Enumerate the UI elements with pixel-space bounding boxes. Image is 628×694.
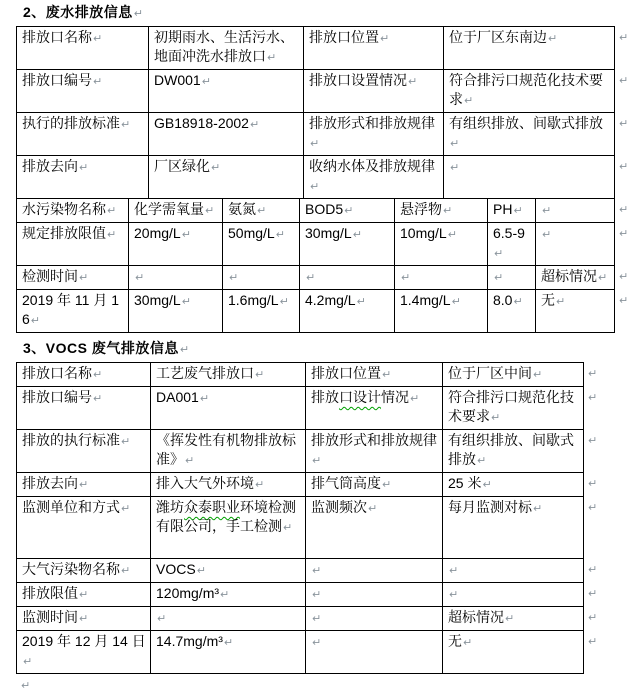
pilcrow-mark: ↵ — [408, 76, 418, 88]
value-cell — [17, 631, 151, 674]
pilcrow-mark: ↵ — [450, 138, 460, 150]
value-cell — [149, 113, 304, 156]
row-destination — [17, 156, 615, 199]
label-cell — [17, 223, 129, 266]
pilcrow-mark: ↵ — [133, 8, 144, 20]
cell-text: 超标情况 — [541, 268, 597, 284]
pilcrow-mark: ↵ — [79, 589, 89, 601]
pilcrow-mark: ↵ — [619, 204, 628, 216]
cell-text: 4.2mg/L — [305, 292, 356, 308]
pilcrow-mark: ↵ — [121, 119, 131, 131]
row-monitor-result — [17, 290, 615, 333]
pilcrow-mark: ↵ — [220, 589, 230, 601]
pilcrow-mark: ↵ — [352, 229, 362, 241]
pilcrow-mark: ↵ — [494, 272, 504, 284]
value-cell — [443, 387, 598, 430]
pilcrow-mark: ↵ — [619, 271, 628, 283]
section-heading-text: 3、VOCS 废气排放信息 — [23, 340, 179, 356]
pilcrow-mark: ↵ — [463, 637, 473, 649]
cell-text: GB18918-2002 — [154, 115, 249, 131]
cell-text: 规定排放限值 — [22, 225, 106, 241]
cell-text: 符合排污口规范化技术要求 — [449, 72, 603, 107]
pilcrow-mark: ↵ — [283, 522, 293, 534]
wastewater-main-table — [16, 26, 628, 199]
section-heading-text: 2、废水排放信息 — [23, 4, 133, 20]
label-cell — [443, 607, 598, 631]
value-cell — [443, 363, 598, 387]
label-cell — [17, 156, 149, 199]
cell-text: 50mg/L — [228, 225, 275, 241]
cell-text: 排放去向 — [22, 158, 78, 174]
pilcrow-mark: ↵ — [513, 296, 523, 308]
pilcrow-mark: ↵ — [494, 248, 504, 260]
pilcrow-mark: ↵ — [312, 613, 322, 625]
pilcrow-mark: ↵ — [93, 76, 103, 88]
cell-text: 排气筒高度 — [311, 475, 381, 491]
label-cell — [17, 266, 129, 290]
pilcrow-mark: ↵ — [199, 393, 210, 405]
pilcrow-mark: ↵ — [135, 272, 145, 284]
label-cell — [536, 266, 628, 290]
pilcrow-mark: ↵ — [267, 52, 277, 64]
value-cell — [444, 27, 628, 70]
pilcrow-mark: ↵ — [542, 205, 552, 217]
cell-text: 排放形式和排放规律 — [309, 115, 435, 131]
empty-cell — [443, 583, 598, 607]
pilcrow-mark: ↵ — [533, 369, 543, 381]
pilcrow-mark: ↵ — [23, 656, 33, 668]
row-destination — [17, 473, 584, 497]
pilcrow-mark: ↵ — [249, 119, 260, 131]
row-monitor-time — [17, 266, 615, 290]
pilcrow-mark: ↵ — [542, 229, 552, 241]
label-cell — [17, 387, 151, 430]
pilcrow-mark: ↵ — [312, 455, 322, 467]
pilcrow-mark: ↵ — [382, 479, 392, 491]
pilcrow-mark: ↵ — [79, 613, 89, 625]
pilcrow-mark: ↵ — [121, 503, 131, 515]
pilcrow-mark: ↵ — [382, 369, 392, 381]
cell-text: 无 — [541, 292, 555, 308]
cell-text: 1.6mg/L — [228, 292, 279, 308]
value-cell — [151, 559, 306, 583]
cell-text: 120mg/m³ — [156, 585, 220, 601]
pilcrow-mark: ↵ — [185, 455, 195, 467]
label-cell — [17, 70, 149, 113]
pilcrow-mark: ↵ — [464, 95, 474, 107]
value-cell — [151, 583, 306, 607]
pilcrow-mark: ↵ — [93, 33, 103, 45]
cell-text: 监测频次 — [311, 499, 367, 515]
pilcrow-mark: ↵ — [211, 162, 221, 174]
empty-cell — [306, 559, 443, 583]
cell-text: 25 米 — [448, 475, 482, 491]
cell-text: 10mg/L — [400, 225, 447, 241]
value-cell — [151, 497, 306, 559]
empty-cell — [395, 266, 488, 290]
cell-text: 30mg/L — [134, 292, 181, 308]
pilcrow-mark: ↵ — [451, 296, 461, 308]
pilcrow-mark: ↵ — [491, 412, 501, 424]
pilcrow-mark: ↵ — [588, 636, 598, 648]
pilcrow-mark: ↵ — [93, 369, 103, 381]
cell-text: 潍坊 — [156, 499, 184, 515]
pilcrow-mark: ↵ — [505, 613, 515, 625]
pilcrow-mark: ↵ — [619, 118, 628, 130]
cell-text-spellchecked: 众泰职业 — [184, 499, 240, 515]
cell-text: 监测时间 — [22, 609, 78, 625]
empty-cell — [444, 156, 628, 199]
pilcrow-mark: ↵ — [477, 455, 487, 467]
pilcrow-mark: ↵ — [619, 295, 628, 307]
cell-text: 化学需氧量 — [134, 201, 204, 217]
pilcrow-mark: ↵ — [279, 296, 289, 308]
cell-text: 排放口位置 — [311, 365, 381, 381]
value-cell — [395, 223, 488, 266]
label-cell — [17, 607, 151, 631]
pilcrow-mark: ↵ — [157, 613, 167, 625]
section-heading-wastewater — [23, 3, 627, 23]
pilcrow-mark: ↵ — [229, 272, 239, 284]
empty-cell — [223, 266, 300, 290]
value-cell — [223, 290, 300, 333]
pilcrow-mark: ↵ — [588, 435, 598, 447]
pilcrow-mark: ↵ — [588, 502, 598, 514]
cell-text: 初期雨水、生活污水、地面冲洗水排放口 — [154, 29, 294, 64]
label-cell — [304, 27, 444, 70]
pilcrow-mark: ↵ — [93, 393, 103, 405]
pilcrow-mark: ↵ — [401, 272, 411, 284]
row-standard — [17, 430, 584, 473]
value-cell — [129, 223, 223, 266]
label-cell — [17, 113, 149, 156]
pilcrow-mark: ↵ — [619, 228, 628, 240]
value-cell — [151, 430, 306, 473]
cell-text: 排入大气外环境 — [156, 475, 254, 491]
empty-cell — [536, 199, 628, 223]
row-limit — [17, 223, 615, 266]
cell-text: 超标情况 — [448, 609, 504, 625]
pilcrow-mark: ↵ — [257, 205, 267, 217]
row-standard — [17, 113, 615, 156]
pilcrow-mark: ↵ — [513, 205, 523, 217]
pilcrow-mark: ↵ — [588, 392, 598, 404]
empty-cell — [151, 607, 306, 631]
pilcrow-mark: ↵ — [223, 637, 234, 649]
cell-text: 30mg/L — [305, 225, 352, 241]
pilcrow-mark: ↵ — [380, 33, 390, 45]
pilcrow-mark: ↵ — [107, 205, 117, 217]
pilcrow-mark: ↵ — [275, 229, 285, 241]
empty-cell — [129, 266, 223, 290]
empty-cell — [488, 266, 536, 290]
pilcrow-mark: ↵ — [588, 368, 598, 380]
cell-text: 《挥发性有机物排放标准》 — [156, 432, 296, 467]
cell-text: 情况 — [381, 389, 409, 405]
pilcrow-mark: ↵ — [356, 296, 366, 308]
empty-cell — [306, 583, 443, 607]
cell-text: 排放的执行标准 — [22, 432, 120, 448]
cell-text: 排放口名称 — [22, 365, 92, 381]
cell-text: VOCS — [156, 561, 196, 577]
pilcrow-mark: ↵ — [79, 162, 89, 174]
pilcrow-mark: ↵ — [306, 272, 316, 284]
cell-text: 有组织排放、间歇式排放 — [449, 115, 603, 131]
label-cell — [17, 27, 149, 70]
empty-cell — [443, 559, 598, 583]
cell-text: 检测时间 — [22, 268, 78, 284]
value-cell — [444, 70, 628, 113]
cell-text: 排放口编号 — [22, 72, 92, 88]
empty-cell — [300, 266, 395, 290]
row-outlet-id — [17, 70, 615, 113]
cell-text: 排放形式和排放规律 — [311, 432, 437, 448]
value-cell — [151, 387, 306, 430]
cell-text: 收纳水体及排放规律 — [309, 158, 435, 174]
cell-text: DA001 — [156, 389, 199, 405]
pilcrow-mark: ↵ — [30, 315, 41, 327]
value-cell — [488, 290, 536, 333]
cell-text: 符合排污口规范化技术要求 — [448, 389, 574, 424]
row-outlet-name — [17, 363, 584, 387]
cell-text: 排放口编号 — [22, 389, 92, 405]
cell-text: 排放口设置情况 — [309, 72, 407, 88]
cell-text: 工艺废气排放口 — [156, 365, 254, 381]
pilcrow-mark: ↵ — [310, 138, 320, 150]
pilcrow-mark: ↵ — [619, 161, 628, 173]
cell-text: 氨氮 — [228, 201, 256, 217]
pilcrow-mark: ↵ — [121, 565, 131, 577]
cell-text: 环境检测有限公司，手工检测 — [156, 499, 296, 534]
value-cell — [443, 430, 598, 473]
cell-text: 监测单位和方式 — [22, 499, 120, 515]
label-cell — [306, 497, 443, 559]
pilcrow-mark: ↵ — [443, 205, 453, 217]
cell-text: 排放 — [311, 389, 339, 405]
cell-text: 执行的排放标准 — [22, 115, 120, 131]
label-cell — [17, 363, 151, 387]
label-cell — [17, 430, 151, 473]
cell-text-spellchecked: 口设计 — [339, 389, 381, 405]
cell-text: 2019 年 12 月 14 日 — [22, 633, 146, 649]
pilcrow-mark: ↵ — [255, 369, 265, 381]
value-cell — [536, 290, 628, 333]
row-monitor-result — [17, 631, 584, 674]
label-cell — [304, 70, 444, 113]
row-monitor-time — [17, 607, 584, 631]
label-cell — [300, 199, 395, 223]
pilcrow-mark: ↵ — [588, 564, 598, 576]
pilcrow-mark: ↵ — [447, 229, 457, 241]
pilcrow-mark: ↵ — [619, 32, 628, 44]
pilcrow-mark: ↵ — [107, 229, 117, 241]
pilcrow-mark: ↵ — [79, 272, 89, 284]
value-cell — [444, 113, 628, 156]
voc-emission-table — [16, 362, 598, 674]
cell-text: 14.7mg/m³ — [156, 633, 223, 649]
pilcrow-mark: ↵ — [312, 565, 322, 577]
cell-text: 位于厂区东南边 — [449, 29, 547, 45]
cell-text: 每月监测对标 — [448, 499, 532, 515]
value-cell — [223, 223, 300, 266]
trailing-paragraph — [20, 676, 627, 694]
label-cell — [304, 113, 444, 156]
pilcrow-mark: ↵ — [548, 33, 558, 45]
cell-text: 位于厂区中间 — [448, 365, 532, 381]
pilcrow-mark: ↵ — [79, 479, 89, 491]
row-monitor-org — [17, 497, 584, 559]
label-cell — [17, 497, 151, 559]
cell-text: 排放口位置 — [309, 29, 379, 45]
cell-text: 厂区绿化 — [154, 158, 210, 174]
cell-text: 悬浮物 — [400, 201, 442, 217]
pilcrow-mark: ↵ — [588, 478, 598, 490]
pilcrow-mark: ↵ — [410, 393, 420, 405]
label-cell — [223, 199, 300, 223]
pilcrow-mark: ↵ — [450, 162, 460, 174]
label-cell — [395, 199, 488, 223]
pilcrow-mark: ↵ — [598, 272, 608, 284]
value-cell — [151, 473, 306, 497]
pilcrow-mark: ↵ — [482, 479, 492, 491]
label-cell — [17, 559, 151, 583]
pilcrow-mark: ↵ — [312, 637, 322, 649]
cell-text: DW001 — [154, 72, 201, 88]
pilcrow-mark: ↵ — [121, 436, 131, 448]
row-pollutant-name — [17, 559, 584, 583]
wastewater-pollutant-table — [16, 199, 628, 333]
pilcrow-mark: ↵ — [588, 588, 598, 600]
pilcrow-mark: ↵ — [179, 344, 190, 356]
cell-text: 排放口名称 — [22, 29, 92, 45]
label-cell — [306, 430, 443, 473]
cell-text: 水污染物名称 — [22, 201, 106, 217]
value-cell — [151, 363, 306, 387]
label-cell — [306, 387, 443, 430]
label-cell — [17, 473, 151, 497]
pilcrow-mark: ↵ — [205, 205, 215, 217]
label-cell — [17, 583, 151, 607]
pilcrow-mark: ↵ — [181, 296, 191, 308]
empty-cell — [306, 607, 443, 631]
pilcrow-mark: ↵ — [368, 503, 378, 515]
value-cell — [488, 223, 536, 266]
cell-text: 2019 年 11 月 16 — [22, 292, 120, 327]
section-heading-voc — [23, 339, 627, 359]
pilcrow-mark: ↵ — [533, 503, 543, 515]
pilcrow-mark: ↵ — [556, 296, 566, 308]
pilcrow-mark: ↵ — [449, 565, 459, 577]
value-cell — [443, 473, 598, 497]
cell-text: 20mg/L — [134, 225, 181, 241]
value-cell — [300, 290, 395, 333]
cell-text: BOD5 — [305, 201, 344, 217]
value-cell — [443, 497, 598, 559]
cell-text: 有组织排放、间歇式排放 — [448, 432, 574, 467]
row-outlet-name — [17, 27, 615, 70]
row-limit — [17, 583, 584, 607]
value-cell — [443, 631, 598, 674]
cell-text: 无 — [448, 633, 462, 649]
pilcrow-mark: ↵ — [588, 612, 598, 624]
value-cell — [149, 27, 304, 70]
value-cell — [151, 631, 306, 674]
value-cell — [17, 290, 129, 333]
pilcrow-mark: ↵ — [21, 680, 31, 692]
label-cell — [17, 199, 129, 223]
cell-text: 大气污染物名称 — [22, 561, 120, 577]
pilcrow-mark: ↵ — [196, 565, 206, 577]
empty-cell — [536, 223, 628, 266]
cell-text: 8.0 — [493, 292, 513, 308]
value-cell — [300, 223, 395, 266]
row-pollutant-header — [17, 199, 615, 223]
value-cell — [129, 290, 223, 333]
pilcrow-mark: ↵ — [344, 205, 354, 217]
label-cell — [306, 363, 443, 387]
pilcrow-mark: ↵ — [255, 479, 265, 491]
row-outlet-id — [17, 387, 584, 430]
value-cell — [149, 70, 304, 113]
pilcrow-mark: ↵ — [449, 589, 459, 601]
pilcrow-mark: ↵ — [201, 76, 211, 88]
label-cell — [129, 199, 223, 223]
pilcrow-mark: ↵ — [619, 75, 628, 87]
cell-text: 排放去向 — [22, 475, 78, 491]
label-cell — [306, 473, 443, 497]
label-cell — [304, 156, 444, 199]
label-cell — [488, 199, 536, 223]
pilcrow-mark: ↵ — [310, 181, 320, 193]
cell-text: 6.5-9 — [493, 225, 525, 241]
cell-text: 1.4mg/L — [400, 292, 451, 308]
pilcrow-mark: ↵ — [181, 229, 191, 241]
value-cell — [149, 156, 304, 199]
cell-text: 排放限值 — [22, 585, 78, 601]
pilcrow-mark: ↵ — [312, 589, 322, 601]
empty-cell — [306, 631, 443, 674]
value-cell — [395, 290, 488, 333]
cell-text: PH — [493, 201, 513, 217]
